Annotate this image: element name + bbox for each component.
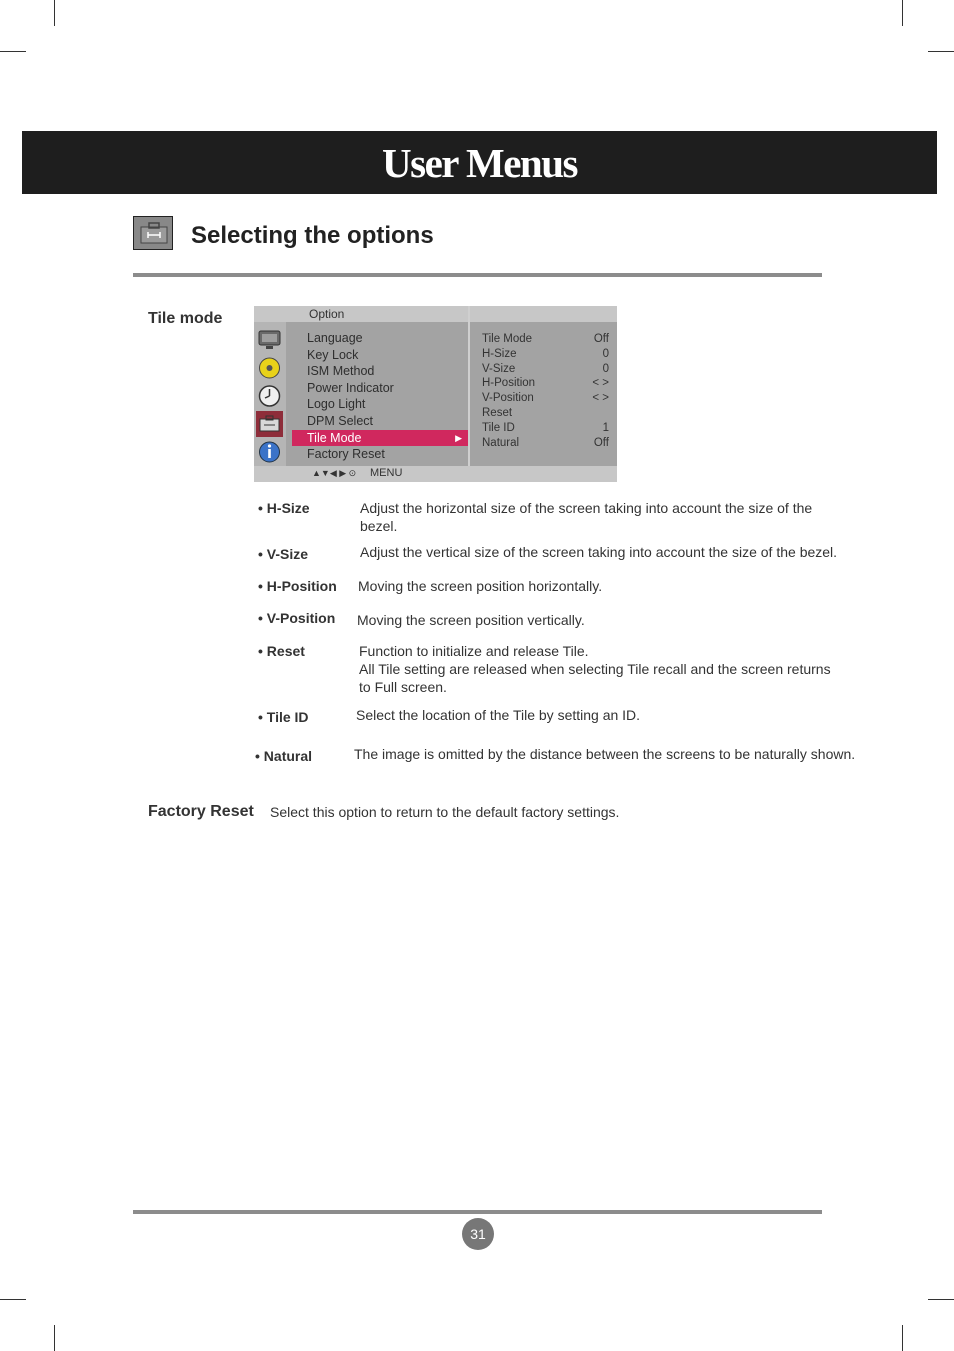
submenu-row[interactable] <box>482 362 609 377</box>
option-label-tile-id: • Tile ID <box>258 709 309 725</box>
osd-icon-column <box>254 322 286 466</box>
osd-header <box>254 306 468 322</box>
submenu-row[interactable] <box>482 436 609 451</box>
osd-header-right <box>470 306 617 322</box>
submenu-row[interactable] <box>482 332 609 347</box>
submenu-label: Reset <box>482 406 513 419</box>
nav-arrows-icon: ▲▼◀ ▶ ⊙ <box>312 468 357 478</box>
option-label-h-position: • H-Position <box>258 578 337 594</box>
toolbox-icon <box>133 216 173 250</box>
osd-item-label: Tile Mode <box>307 430 362 445</box>
submenu-value: 0 <box>602 347 609 360</box>
desc-line: Select the location of the Tile by setting an ID. <box>356 707 641 723</box>
osd-menu <box>254 306 617 482</box>
osd-item-language[interactable]: Language <box>307 331 363 345</box>
submenu-value: 0 <box>602 362 609 375</box>
submenu-row[interactable] <box>482 391 609 406</box>
option-label-natural: • Natural <box>255 748 313 764</box>
header-banner <box>22 131 937 194</box>
submenu-label: Tile Mode <box>482 333 533 345</box>
desc-line: bezel. <box>360 518 398 534</box>
crop-mark <box>54 0 55 26</box>
submenu-label: Tile ID <box>482 421 515 434</box>
crop-mark <box>0 1299 26 1300</box>
crop-mark <box>902 1325 903 1351</box>
submenu-value: Off <box>593 436 609 449</box>
disc-icon <box>256 355 283 381</box>
option-label-h-size: • H-Size <box>258 500 310 516</box>
desc-line: Moving the screen position horizontally. <box>358 578 603 594</box>
desc-line: The image is omitted by the distance between the screens to be naturally shown. <box>354 746 856 762</box>
osd-submenu <box>482 332 609 450</box>
option-desc-h-size <box>360 499 812 535</box>
submenu-row[interactable] <box>482 376 609 391</box>
submenu-value: 1 <box>602 421 609 434</box>
submenu-label: V-Size <box>482 362 516 375</box>
crop-mark <box>928 1299 954 1300</box>
option-desc-reset <box>359 642 831 696</box>
submenu-label: Natural <box>482 436 520 449</box>
osd-menu-label: MENU <box>370 467 403 479</box>
submenu-value: < > <box>592 377 609 390</box>
option-desc-v-position <box>357 611 585 629</box>
osd-item-key-lock[interactable]: Key Lock <box>307 347 359 362</box>
tile-mode-heading: Tile mode <box>148 310 223 327</box>
osd-menu-list <box>292 330 468 463</box>
clock-icon <box>256 383 283 409</box>
page-title: User Menus <box>382 140 577 186</box>
osd-divider <box>468 306 470 466</box>
section-divider <box>133 273 822 277</box>
option-label-v-size: • V-Size <box>258 546 309 562</box>
desc-line: Function to initialize and release Tile. <box>359 643 589 659</box>
option-desc-natural <box>354 745 855 763</box>
osd-item-dpm-select[interactable]: DPM Select <box>307 413 373 428</box>
option-desc-h-position <box>358 577 602 595</box>
option-desc-v-size <box>360 543 837 561</box>
desc-line: to Full screen. <box>359 679 447 695</box>
footer-divider <box>133 1210 822 1214</box>
crop-mark <box>902 0 903 26</box>
osd-item-ism-method[interactable]: ISM Method <box>307 364 375 379</box>
submenu-row[interactable] <box>482 421 609 436</box>
submenu-row[interactable] <box>482 406 609 421</box>
osd-item-logo-light[interactable]: Logo Light <box>307 397 366 412</box>
crop-mark <box>0 51 26 52</box>
crop-mark <box>54 1325 55 1351</box>
crop-mark <box>928 51 954 52</box>
submenu-label: H-Size <box>482 347 517 360</box>
option-label-v-position: • V-Position <box>258 610 336 626</box>
info-icon <box>256 439 283 465</box>
osd-title: Option <box>309 307 345 321</box>
option-desc-tile-id <box>356 706 640 724</box>
factory-reset-heading: Factory Reset <box>148 803 254 820</box>
option-label-reset: • Reset <box>258 643 305 659</box>
submenu-value: Off <box>593 333 609 345</box>
factory-reset-desc: Select this option to return to the default factory settings. <box>270 804 620 820</box>
desc-line: Adjust the horizontal size of the screen taking into account the size of the <box>360 500 813 516</box>
submenu-value: < > <box>592 392 609 405</box>
osd-item-tile-mode[interactable] <box>292 430 468 447</box>
desc-line: Adjust the vertical size of the screen taking into account the size of the bezel. <box>360 544 838 560</box>
submenu-row[interactable] <box>482 347 609 362</box>
desc-line: Moving the screen position vertically. <box>357 612 585 628</box>
arrow-right-icon: ▶ <box>455 432 462 443</box>
page-number: 31 <box>462 1218 494 1250</box>
submenu-label: V-Position <box>482 392 534 405</box>
monitor-icon <box>256 327 283 353</box>
osd-item-factory-reset[interactable]: Factory Reset <box>307 447 385 462</box>
section-title: Selecting the options <box>191 222 434 249</box>
osd-item-power-indicator[interactable]: Power Indicator <box>307 380 394 395</box>
desc-line: All Tile setting are released when selecting Tile recall and the screen returns <box>359 661 831 677</box>
submenu-label: H-Position <box>482 377 536 390</box>
osd-footer <box>254 466 617 482</box>
toolbox-icon <box>256 411 283 437</box>
